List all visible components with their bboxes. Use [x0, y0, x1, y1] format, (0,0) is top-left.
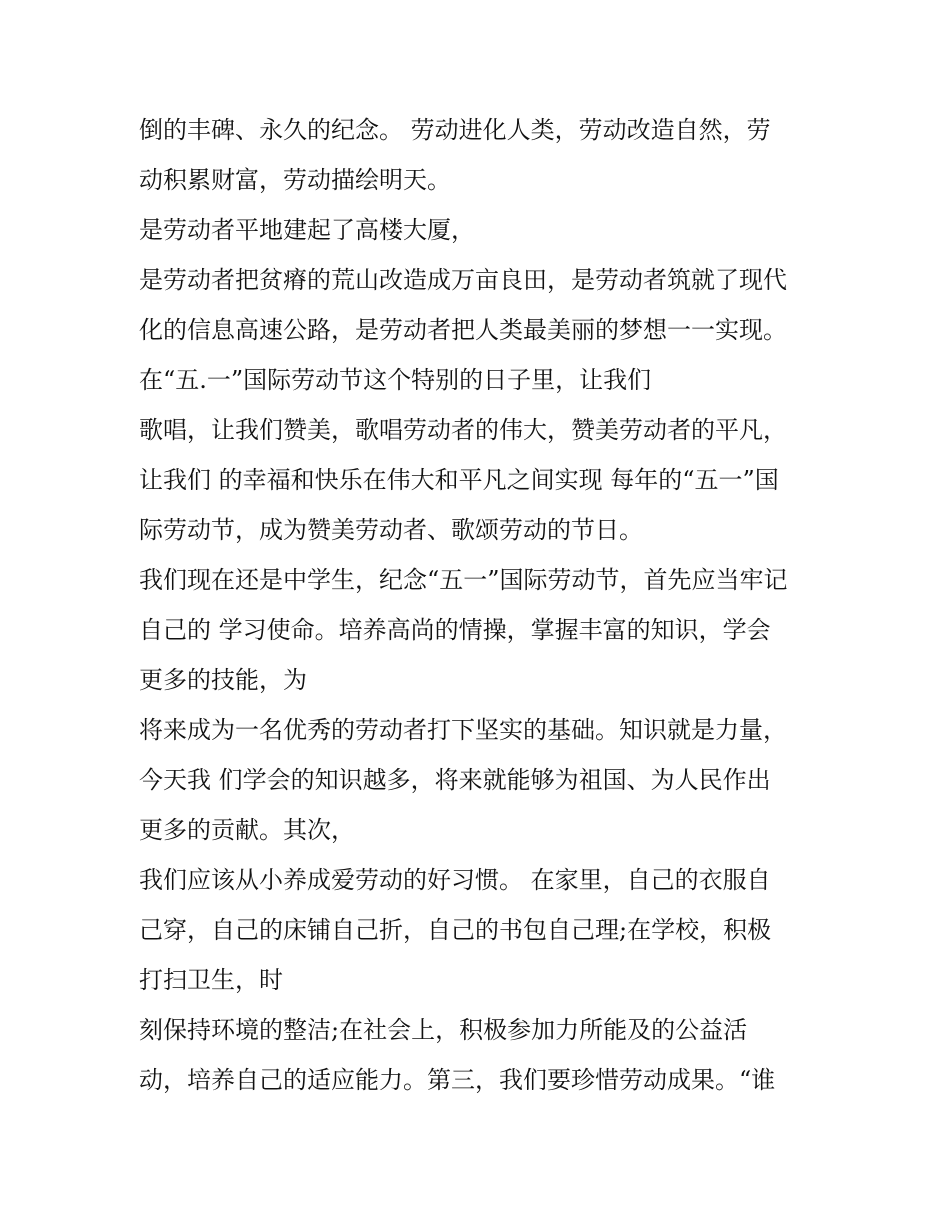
- text-line: 更多的技能，为: [139, 666, 307, 694]
- text-line: 是劳动者平地建起了高楼大厦，: [139, 216, 475, 244]
- text-line: 际劳动节，成为赞美劳动者、歌颂劳动的节日。: [139, 516, 643, 544]
- text-line: 我们现在还是中学生，纪念“五一”国际劳动节，首先应当牢记: [139, 566, 788, 594]
- text-line: 刻保持环境的整洁;在社会上，积极参加力所能及的公益活: [139, 1016, 748, 1044]
- text-line: 己穿，自己的床铺自己折，自己的书包自己理;在学校，积极: [139, 916, 772, 944]
- text-line: 打扫卫生，时: [139, 966, 283, 994]
- text-line: 将来成为一名优秀的劳动者打下坚实的基础。知识就是力量，: [139, 716, 787, 744]
- text-line: 是劳动者把贫瘠的荒山改造成万亩良田，是劳动者筑就了现代: [139, 266, 787, 294]
- text-line: 动，培养自己的适应能力。第三，我们要珍惜劳动成果。“谁: [139, 1066, 776, 1094]
- text-line: 自己的 学习使命。培养高尚的情操，掌握丰富的知识，学会: [139, 616, 771, 644]
- text-line: 更多的贡献。其次，: [139, 816, 355, 844]
- text-line: 我们应该从小养成爱劳动的好习惯。 在家里，自己的衣服自: [139, 866, 771, 894]
- text-line: 化的信息高速公路，是劳动者把人类最美丽的梦想一一实现。: [139, 316, 787, 344]
- text-line: 歌唱，让我们赞美，歌唱劳动者的伟大，赞美劳动者的平凡，: [139, 416, 787, 444]
- text-line: 动积累财富，劳动描绘明天。: [139, 166, 451, 194]
- text-line: 今天我 们学会的知识越多，将来就能够为祖国、为人民作出: [139, 766, 771, 794]
- text-line: 让我们 的幸福和快乐在伟大和平凡之间实现 每年的“五一”国: [139, 466, 779, 494]
- text-line: 倒的丰碑、永久的纪念。 劳动进化人类，劳动改造自然，劳: [139, 116, 771, 144]
- text-line: 在“五.一”国际劳动节这个特别的日子里，让我们: [139, 366, 652, 394]
